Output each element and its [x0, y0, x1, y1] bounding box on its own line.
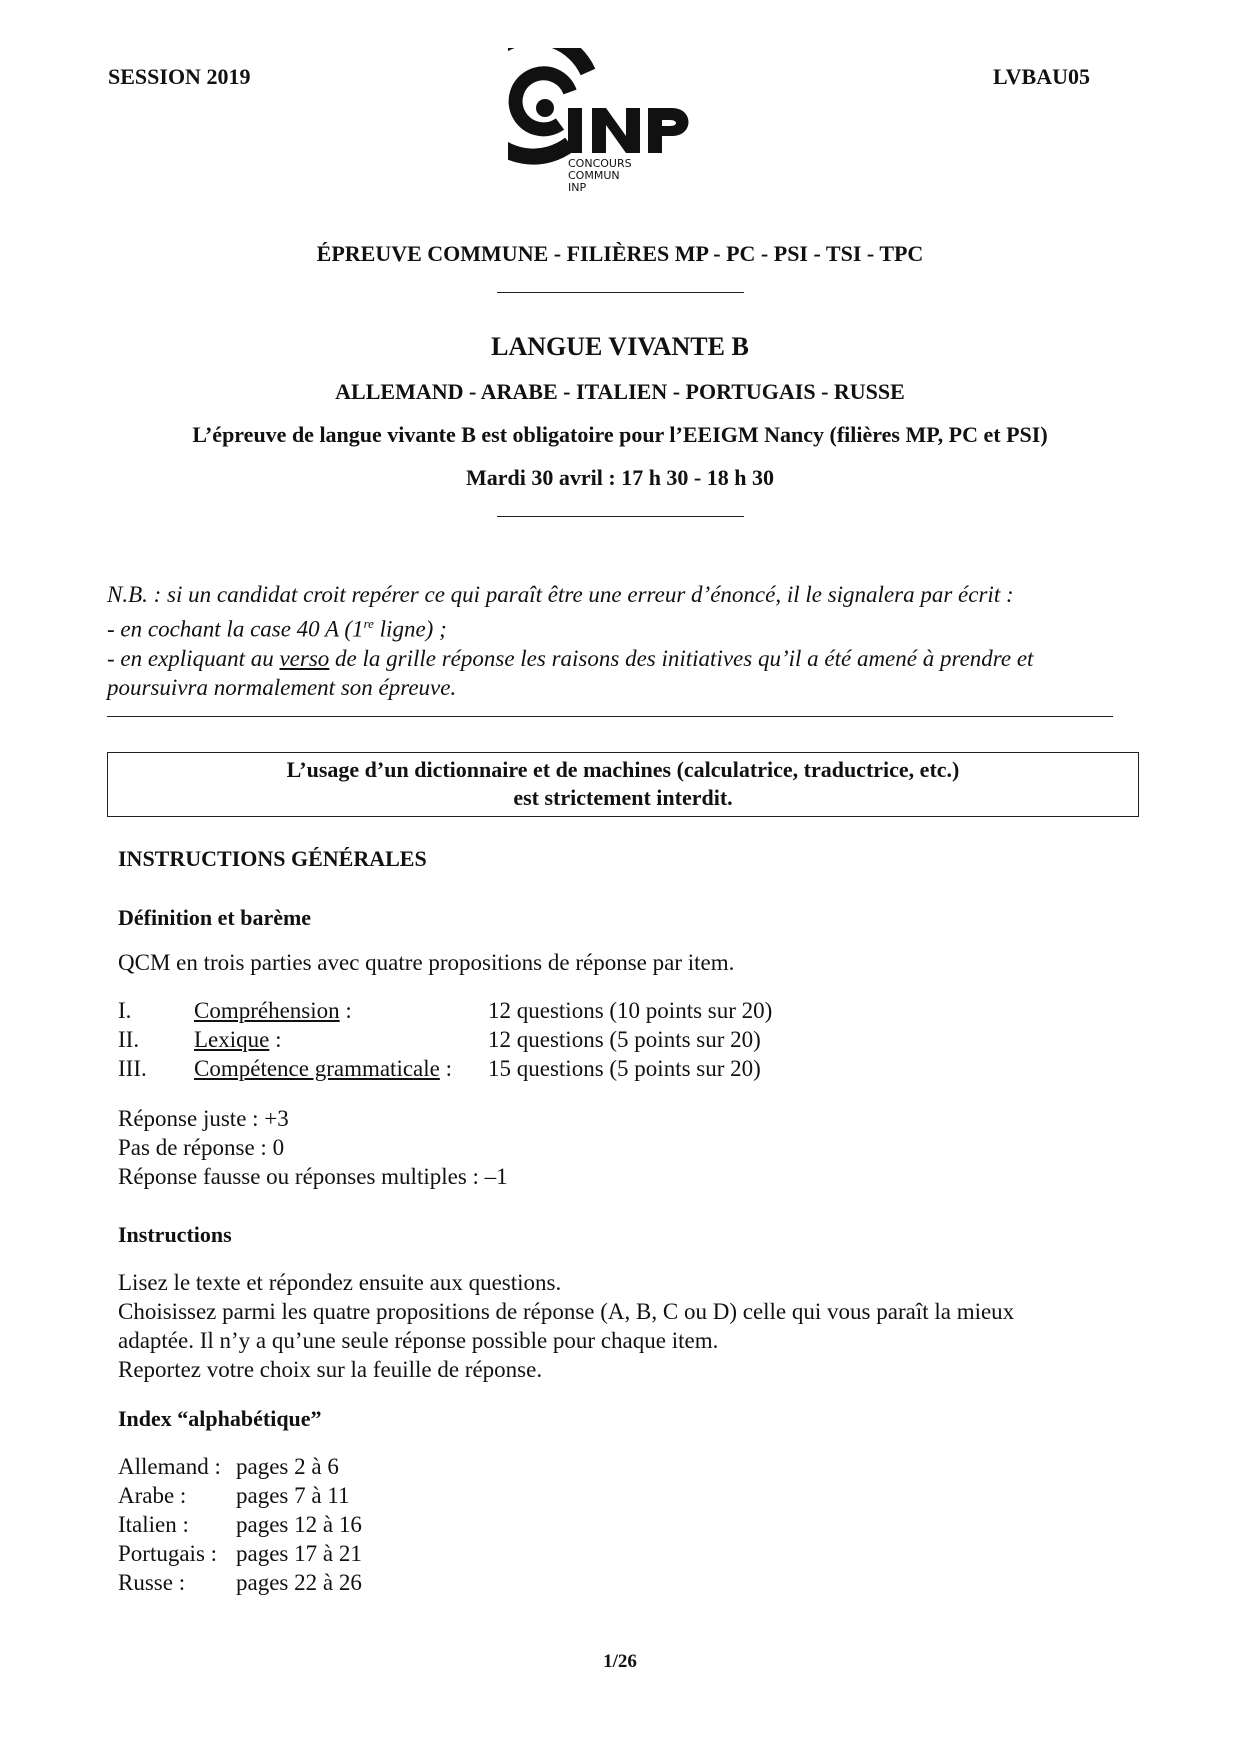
dictionary-notice-box [107, 752, 1139, 817]
verso-word: verso [279, 645, 330, 671]
nb-line-2: - en cochant la case 40 A (1re ligne) ; [107, 616, 447, 642]
index-heading: Index “alphabétique” [118, 1406, 322, 1431]
notice-line-1: L’usage d’un dictionnaire et de machines (calculatrice, traductrice, etc.) [286, 757, 960, 782]
index-list [118, 1452, 518, 1597]
exam-code: LVBAU05 [993, 64, 1090, 89]
langue-title: LANGUE VIVANTE B [491, 332, 749, 361]
instructions-line-1: Lisez le texte et répondez ensuite aux questions. [118, 1270, 562, 1295]
index-entry: Arabe : pages 7 à 11 [118, 1483, 350, 1508]
part-row-3: III. Compétence grammaticale : 15 questions (5 points sur 20) [118, 1056, 761, 1081]
definition-heading: Définition et barème [118, 905, 312, 930]
notice-line-2: est strictement interdit. [513, 785, 733, 810]
separator-line-1 [497, 292, 744, 293]
instructions-line-4: Reportez votre choix sur la feuille de réponse. [118, 1357, 543, 1382]
separator-line-3 [107, 716, 1113, 717]
nb-line-1: N.B. : si un candidat croit repérer ce qui paraît être une erreur d’énoncé, il le signalera par écrit : [107, 582, 1014, 607]
index-entry: Portugais : pages 17 à 21 [118, 1541, 362, 1566]
epreuve-title: ÉPREUVE COMMUNE - FILIÈRES MP - PC - PSI - TSI - TPC [316, 241, 924, 266]
nb-line-4: poursuivra normalement son épreuve. [107, 674, 457, 700]
scoring-line-3: Réponse fausse ou réponses multiples : –1 [118, 1164, 508, 1189]
inp-logo [508, 48, 708, 208]
nb-line-3: - en expliquant au verso de la grille réponse les raisons des initiatives qu’il a été amené à prendre et [107, 645, 1034, 671]
scoring-line-2: Pas de réponse : 0 [118, 1135, 285, 1160]
definition-intro: QCM en trois parties avec quatre propositions de réponse par item. [118, 950, 735, 975]
part-row-2: II. Lexique : 12 questions (5 points sur 20) [118, 1027, 761, 1052]
separator-line-2 [497, 516, 744, 517]
index-entry: Italien : pages 12 à 16 [118, 1512, 362, 1537]
logo-line-3: INP [568, 181, 587, 194]
instructions-line-3: adaptée. Il n’y a qu’une seule réponse possible pour chaque item. [118, 1328, 719, 1353]
instructions-generales-heading: INSTRUCTIONS GÉNÉRALES [118, 846, 427, 871]
instructions-heading: Instructions [118, 1222, 232, 1247]
scoring-line-1: Réponse juste : +3 [118, 1106, 289, 1131]
part-row-1: I. Compréhension : 12 questions (10 points sur 20) [118, 998, 773, 1023]
index-entry: Allemand : pages 2 à 6 [118, 1454, 339, 1479]
index-entry: Russe : pages 22 à 26 [118, 1570, 362, 1595]
logo-line-2: COMMUN [568, 169, 620, 182]
scoring-list [118, 1104, 508, 1191]
parts-table [118, 996, 1018, 1083]
nb-block [107, 580, 1157, 702]
langues-list: ALLEMAND - ARABE - ITALIEN - PORTUGAIS - RUSSE [335, 379, 905, 404]
session-label: SESSION 2019 [108, 64, 251, 89]
exam-date: Mardi 30 avril : 17 h 30 - 18 h 30 [466, 465, 774, 490]
instructions-line-2: Choisissez parmi les quatre propositions de réponse (A, B, C ou D) celle qui vous paraît la mieux [118, 1299, 1015, 1324]
page-number: 1/26 [603, 1651, 637, 1672]
instructions-body [118, 1268, 1128, 1384]
logo-line-1: CONCOURS [568, 157, 632, 170]
obligatoire-note: L’épreuve de langue vivante B est obligatoire pour l’EEIGM Nancy (filières MP, PC et PSI) [192, 422, 1048, 447]
